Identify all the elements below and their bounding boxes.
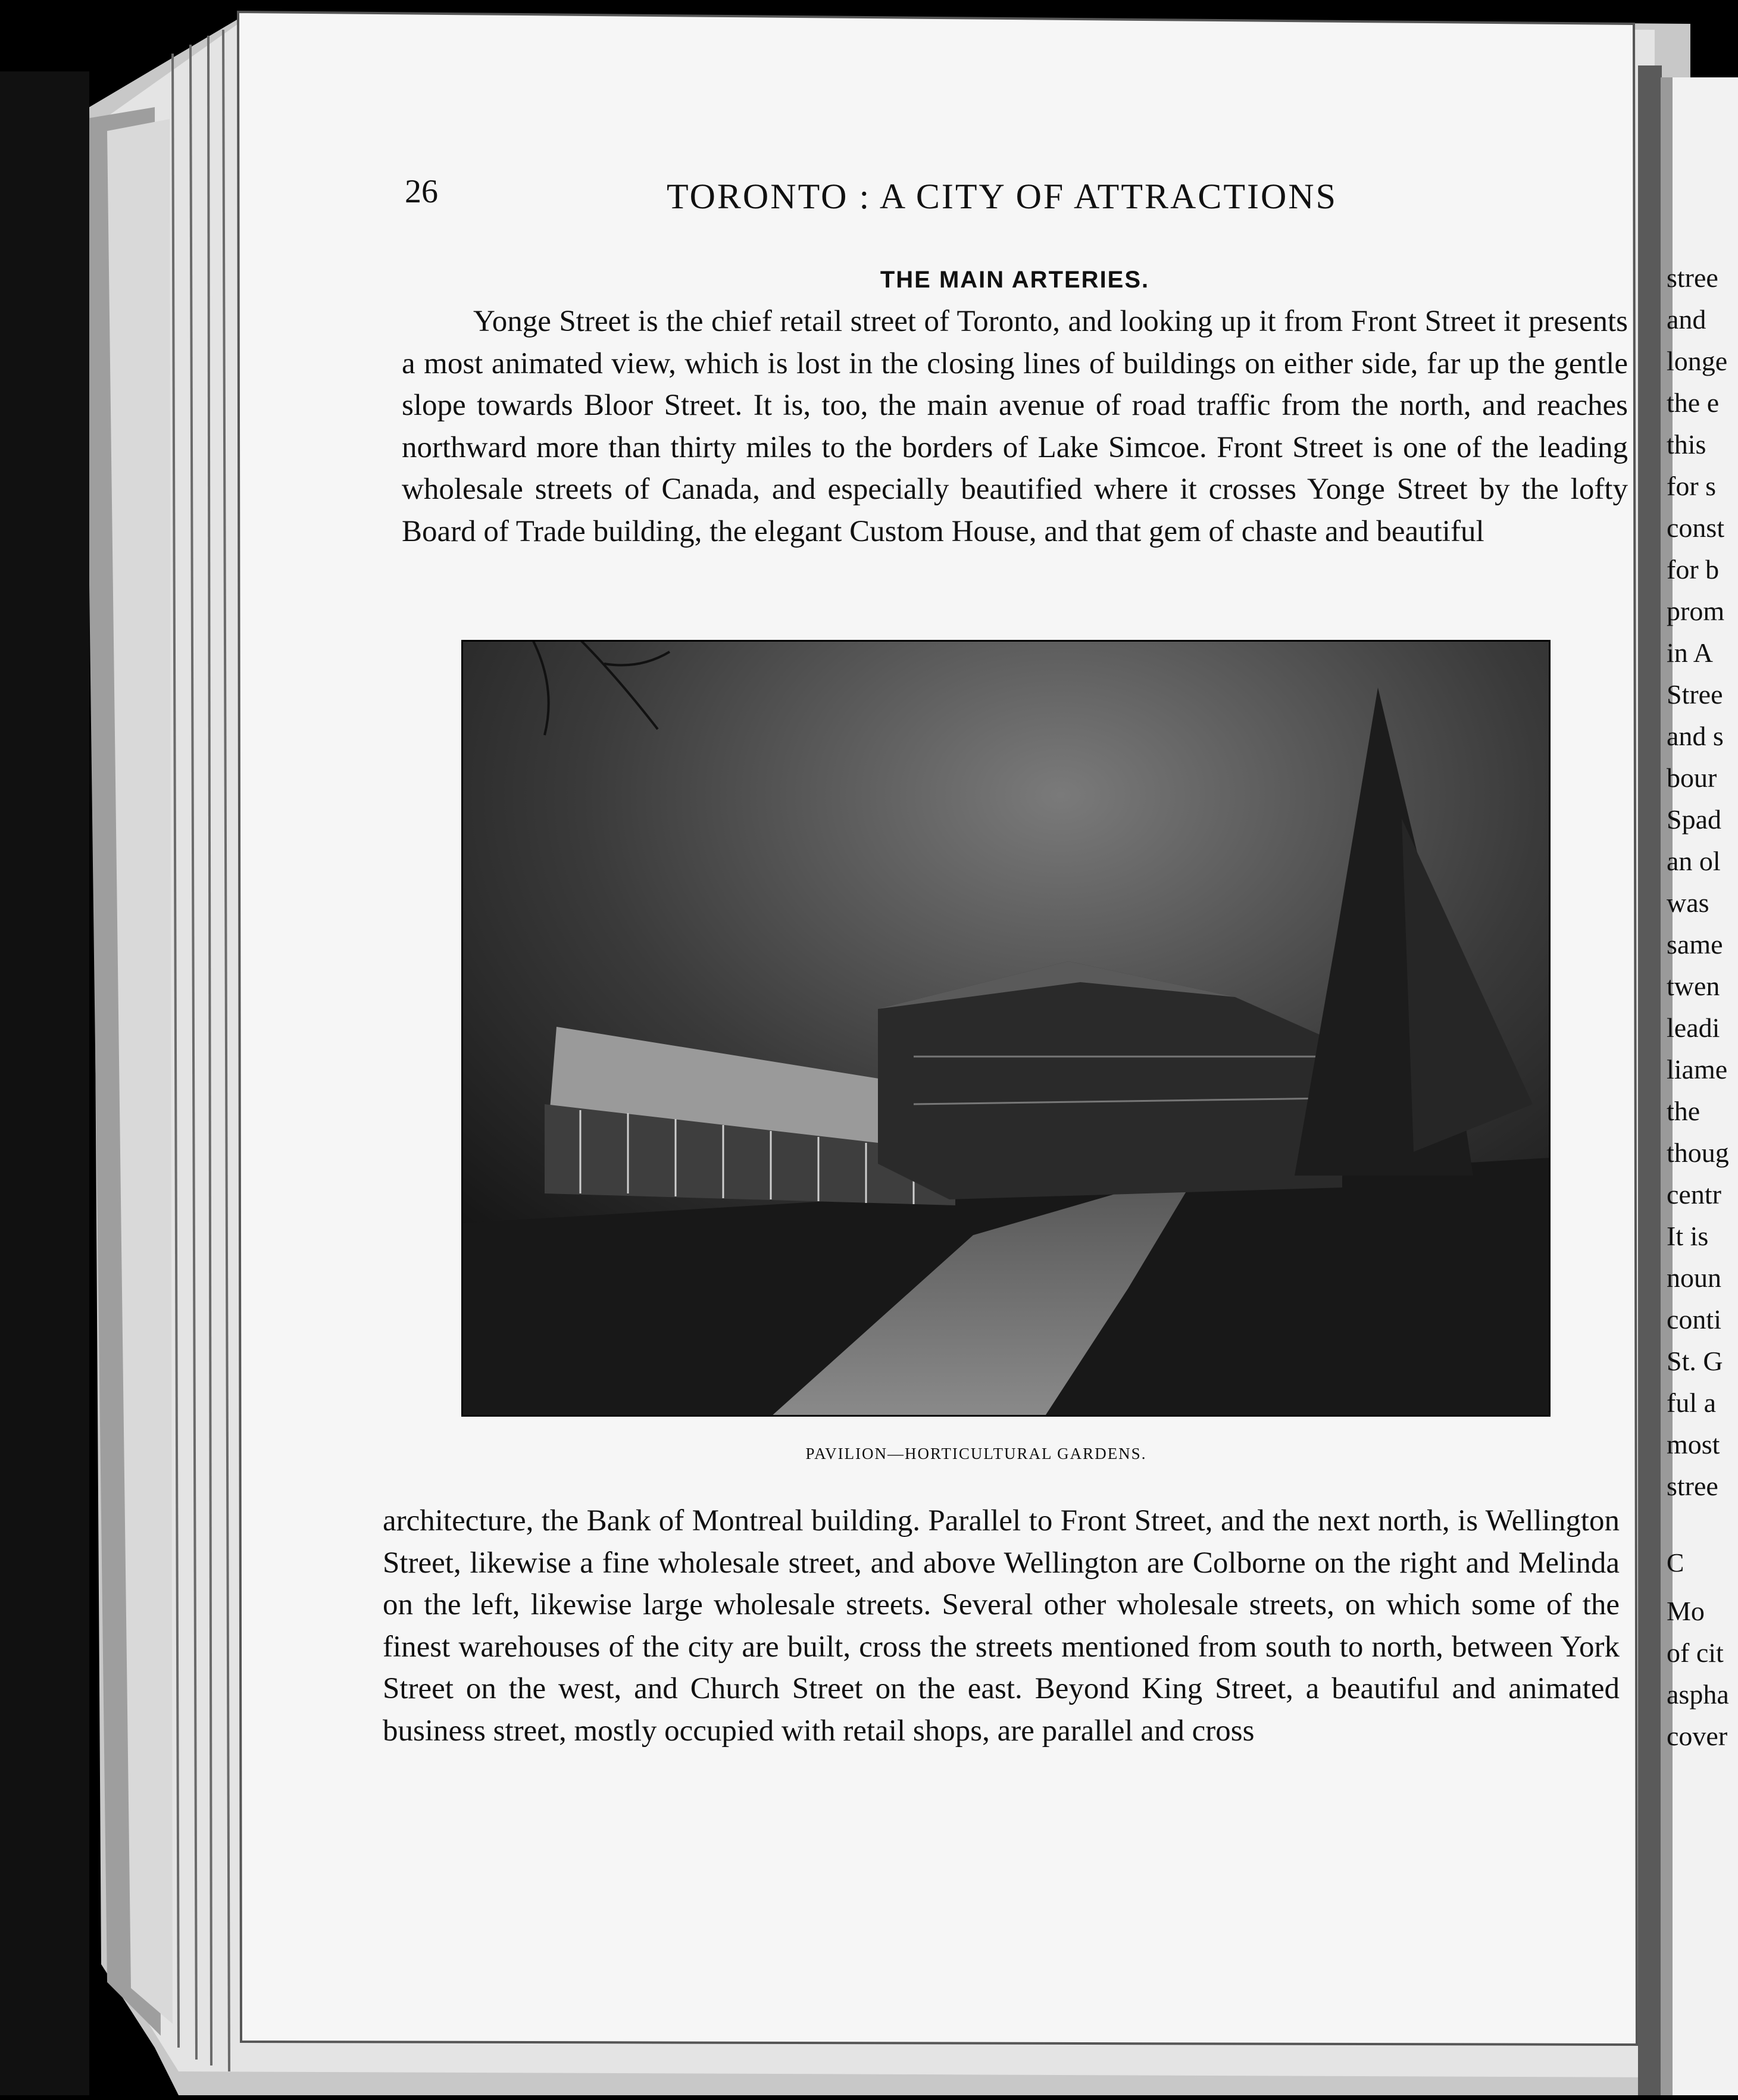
facing-fragment: for s	[1667, 471, 1717, 501]
facing-fragment: for b	[1667, 554, 1720, 585]
facing-fragment: most	[1667, 1429, 1720, 1460]
page-number: 26	[405, 173, 438, 210]
facing-fragment: St. G	[1667, 1346, 1723, 1376]
pavilion-photograph	[461, 640, 1551, 1417]
facing-fragment: centr	[1667, 1179, 1721, 1210]
facing-fragment: const	[1667, 512, 1725, 543]
facing-fragment: conti	[1667, 1304, 1721, 1335]
facing-fragment: thoug	[1667, 1138, 1729, 1168]
facing-fragment: of cit	[1667, 1638, 1724, 1668]
facing-fragment: an ol	[1667, 846, 1721, 876]
facing-fragment: Spad	[1667, 804, 1721, 835]
facing-fragment: prom	[1667, 596, 1725, 626]
facing-fragment: noun	[1667, 1262, 1721, 1293]
facing-fragment: and	[1667, 304, 1706, 335]
facing-fragment: Mo	[1667, 1596, 1705, 1626]
paragraph-text: architecture, the Bank of Montreal building. Parallel to Front Street, and the next north, is Wellington Street, likewise a fine wholesale street, and above Wellington are Colborne on the right and Melinda on the left, likewise large wholesale streets. Several other wholesale streets, on which some of the finest warehouses of the city are built, cross the streets mentioned from south to north, between York Street on the west, and Church Street on the east. Beyond King Street, a beautiful and animated business street, mostly occupied with retail shops, are parallel and cross	[383, 1504, 1620, 1748]
running-head: TORONTO : A CITY OF ATTRACTIONS	[667, 177, 1338, 216]
paragraph-text: Yonge Street is the chief retail street of Toronto, and looking up it from Front Street it presents a most animated view, which is lost in the closing lines of buildings on either side, far up the gentle slope towards Bloor Street. It is, too, the main avenue of road traffic from the north, and reaches northward more than thirty miles to the borders of Lake Simcoe. Front Street is one of the leading wholesale streets of Canada, and especially beautified where it crosses Yonge Street by the lofty Board of Trade building, the elegant Custom House, and that gem of chaste and beautiful	[402, 305, 1628, 548]
facing-fragment: cover	[1667, 1721, 1728, 1751]
body-paragraph-1	[402, 301, 1628, 552]
facing-fragment: stree	[1667, 1471, 1718, 1501]
section-title: THE MAIN ARTERIES.	[880, 267, 1150, 293]
body-paragraph-2	[383, 1500, 1620, 1752]
facing-fragment: bour	[1667, 762, 1717, 793]
facing-fragment: in A	[1667, 638, 1713, 668]
facing-fragment: ful a	[1667, 1388, 1717, 1418]
facing-fragment: leadi	[1667, 1012, 1720, 1043]
figure-photo	[461, 640, 1551, 1417]
facing-fragment: aspha	[1667, 1679, 1729, 1710]
page-header	[405, 173, 1625, 238]
facing-fragment: the e	[1667, 388, 1720, 418]
facing-fragment: was	[1667, 888, 1709, 918]
facing-fragment: C	[1667, 1548, 1684, 1577]
facing-fragment: liame	[1667, 1054, 1728, 1085]
facing-fragment: Stree	[1667, 679, 1723, 710]
facing-fragment: stree	[1667, 262, 1718, 293]
facing-fragment: and s	[1667, 721, 1724, 751]
facing-fragment: this	[1667, 429, 1706, 460]
facing-fragment: same	[1667, 929, 1723, 960]
facing-fragment: twen	[1667, 971, 1720, 1001]
facing-fragment: longe	[1667, 346, 1728, 376]
facing-fragment: the	[1667, 1096, 1701, 1126]
facing-fragment: It is	[1667, 1221, 1709, 1251]
figure-caption: PAVILION—HORTICULTURAL GARDENS.	[805, 1445, 1147, 1462]
